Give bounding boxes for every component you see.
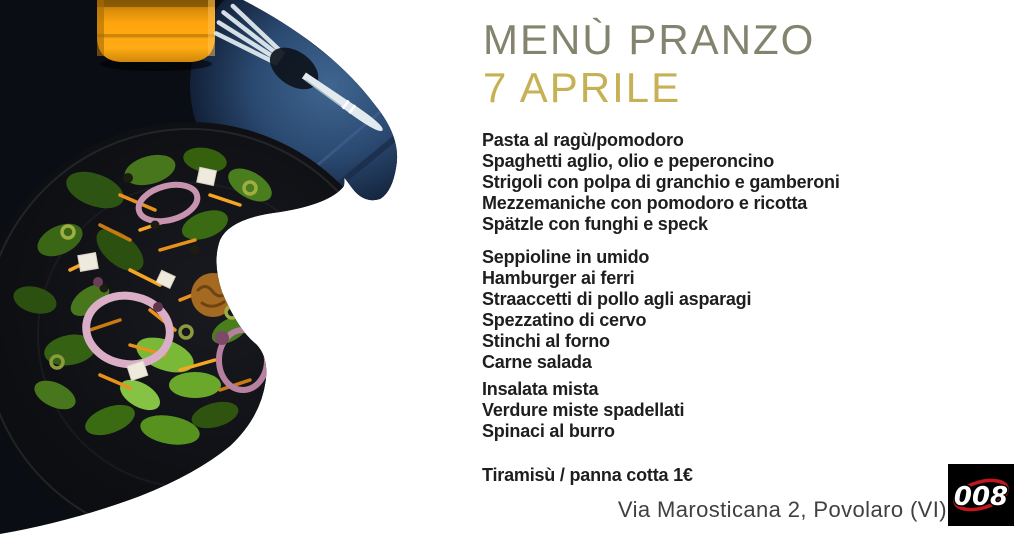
dessert-line: Tiramisù / panna cotta 1€ (482, 465, 693, 485)
menu-item: Spätzle con funghi e speck (482, 214, 708, 234)
page-date: 7 APRILE (483, 64, 682, 111)
menu-item: Straaccetti di pollo agli asparagi (482, 289, 752, 309)
menu-item: Pasta al ragù/pomodoro (482, 130, 684, 150)
menu-item: Hamburger ai ferri (482, 268, 635, 288)
menu-item: Spezzatino di cervo (482, 310, 647, 330)
juice-glass (97, 0, 215, 71)
menu-item: Verdure miste spadellati (482, 400, 685, 420)
menu-item: Stinchi al forno (482, 331, 610, 351)
menu-photo (0, 0, 412, 535)
menu-item: Carne salada (482, 352, 592, 372)
menu-item: Seppioline in umido (482, 247, 650, 267)
menu-section-primi (482, 130, 840, 235)
address: Via Marosticana 2, Povolaro (VI) (617, 497, 947, 522)
logo-text: 008 (953, 482, 1009, 512)
logo-008 (948, 464, 1014, 526)
walnut (191, 273, 235, 317)
menu-item: Spaghetti aglio, olio e peperoncino (482, 151, 775, 171)
page-title: MENÙ PRANZO (483, 16, 816, 63)
menu-section-secondi (482, 247, 751, 373)
menu-item: Mezzemaniche con pomodoro e ricotta (482, 193, 808, 213)
menu-item: Spinaci al burro (482, 421, 615, 441)
menu-item: Insalata mista (482, 379, 599, 399)
menu-item: Strigoli con polpa di granchio e gamberoni (482, 172, 840, 192)
menu-section-contorni (482, 379, 684, 442)
